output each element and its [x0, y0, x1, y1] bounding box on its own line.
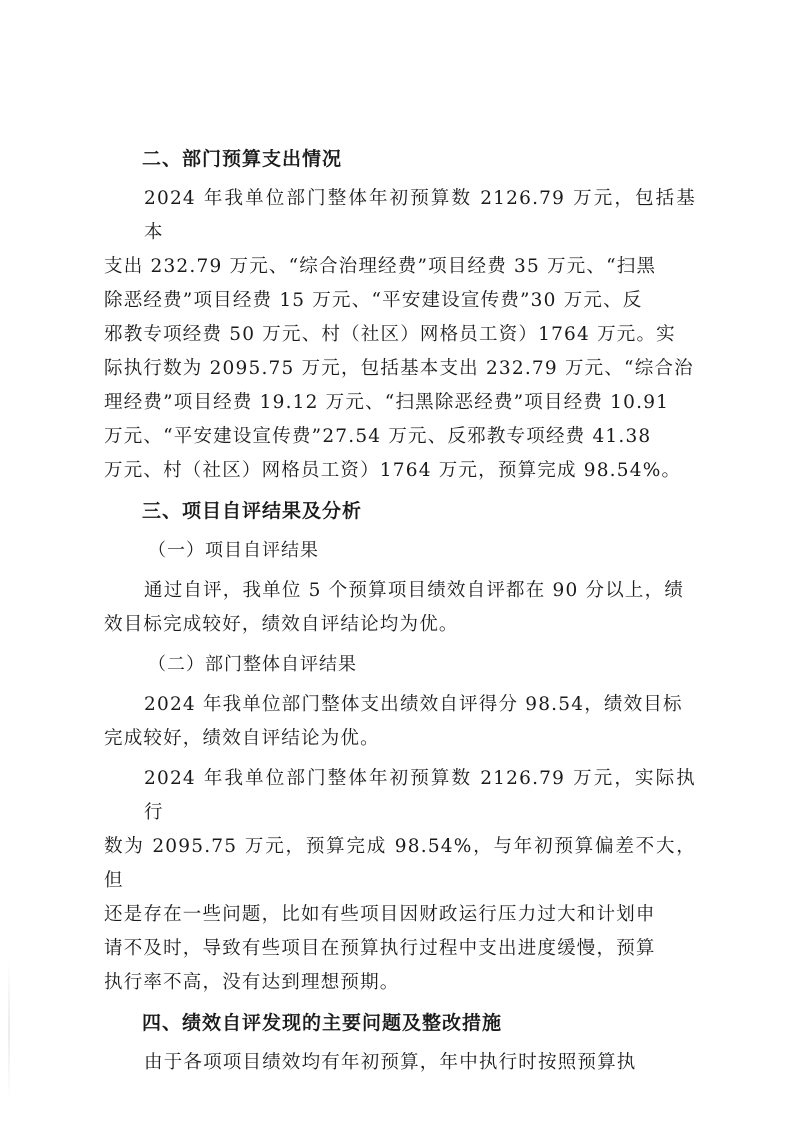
text-line: 邪教专项经费 50 万元、村（社区）网格员工资）1764 万元。实: [104, 324, 676, 345]
text-line: 由于各项项目绩效均有年初预算，年中执行时按照预算执: [144, 1052, 637, 1073]
paragraph-budget-expenditure: [104, 182, 696, 488]
text-line: 数为 2095.75 万元，预算完成 98.54%，与年初预算偏差不大，但: [104, 836, 696, 891]
paragraph-department-score: [104, 688, 696, 756]
document-body: [104, 142, 696, 1086]
text-line: 支出 232.79 万元、“综合治理经费”项目经费 35 万元、“扫黑: [104, 256, 657, 277]
text-line: 效目标完成较好，绩效自评结论均为优。: [104, 614, 459, 635]
section-heading-budget-expenditure: 二、部门预算支出情况: [142, 148, 343, 170]
text-line: 际执行数为 2095.75 万元，包括基本支出 232.79 万元、“综合治: [104, 358, 694, 379]
text-line: 理经费”项目经费 19.12 万元、“扫黑除恶经费”项目经费 10.91: [104, 392, 670, 413]
subheading-project-results: （一）项目自评结果: [148, 540, 319, 561]
scan-edge-shadow: [8, 960, 10, 1100]
text-line: 除恶经费”项目经费 15 万元、“平安建设宣传费”30 万元、反: [104, 290, 643, 311]
text-line: 请不及时，导致有些项目在预算执行过程中支出进度缓慢，预算: [104, 938, 656, 959]
text-line: 2024 年我单位部门整体年初预算数 2126.79 万元，实际执行: [144, 768, 696, 823]
text-line: 2024 年我单位部门整体支出绩效自评得分 98.54，绩效目标: [144, 694, 683, 715]
text-line: 万元、“平安建设宣传费”27.54 万元、反邪教专项经费 41.38: [104, 426, 652, 447]
text-line: 还是存在一些问题，比如有些项目因财政运行压力过大和计划申: [104, 904, 656, 925]
text-line: 执行率不高，没有达到理想预期。: [104, 972, 400, 993]
text-line: 通过自评，我单位 5 个预算项目绩效自评都在 90 分以上，绩: [144, 580, 685, 601]
section-heading-self-evaluation: 三、项目自评结果及分析: [142, 500, 363, 522]
text-line: 完成较好，绩效自评结论为优。: [104, 728, 380, 749]
text-line: 万元、村（社区）网格员工资）1764 万元，预算完成 98.54%。: [104, 460, 682, 481]
subheading-department-results: （二）部门整体自评结果: [148, 654, 357, 675]
paragraph-budget-deviation: [104, 762, 696, 1000]
text-line: 2024 年我单位部门整体年初预算数 2126.79 万元，包括基本: [144, 188, 696, 243]
paragraph-project-results: [104, 574, 696, 642]
section-heading-problems-rectification: 四、绩效自评发现的主要问题及整改措施: [142, 1012, 503, 1034]
paragraph-problems: [104, 1046, 696, 1080]
